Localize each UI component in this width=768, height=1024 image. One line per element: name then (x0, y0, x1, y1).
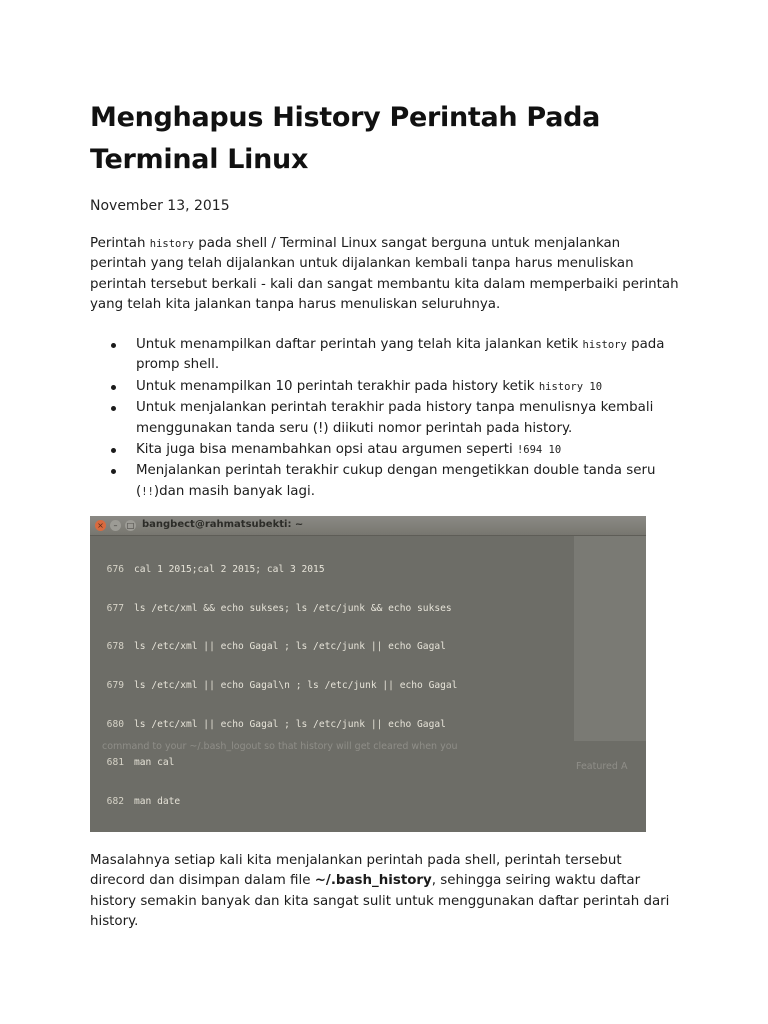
terminal-screenshot (90, 516, 646, 832)
page-title: Menghapus History Perintah Pada Terminal Linux (90, 102, 601, 175)
list-item-code: history 10 (538, 380, 603, 393)
list-item (136, 461, 680, 502)
list-item-text-after: pada promp shell. (136, 337, 665, 373)
outro-text-after: , sehingga seiring waktu daftar history semakin banyak dan kita sangat sulit untuk menggunakan daftar perintah dari history. (90, 873, 670, 930)
intro-text-after: pada shell / Terminal Linux sangat berguna untuk menjalankan perintah yang telah dijalankan untuk dijalankan kembali tanpa harus menuliskan perintah tersebut berkali - kali dan sangat membantu kita dalam memperbaiki perintah yang telah kita jalankan tanpa harus menuliskan seluruhnya. (90, 236, 679, 313)
history-command: ls /etc/xml && echo sukses; ls /etc/junk && echo sukses (134, 602, 452, 614)
list-item (136, 377, 680, 397)
history-command: man date (134, 796, 181, 808)
history-command: cal 1 2015;cal 2 2015; cal 3 2015 (134, 563, 325, 575)
intro-text-before: Perintah (90, 236, 150, 251)
bullet-icon (111, 448, 116, 453)
history-number: 677 (106, 602, 124, 614)
history-number: 676 (106, 563, 124, 575)
terminal-titlebar (90, 516, 646, 536)
list-item-code: history (582, 339, 627, 351)
history-command: ls /etc/xml || echo Gagal ; ls /etc/junk || echo Gagal (134, 641, 446, 653)
history-line (90, 719, 457, 732)
history-command: ls /etc/xml || echo Gagal\n ; ls /etc/junk || echo Gagal (134, 679, 458, 691)
history-number: 679 (106, 679, 124, 691)
list-item-text: Kita juga bisa menambahkan opsi atau argumen seperti (136, 442, 517, 458)
bullet-icon (111, 385, 116, 390)
minimize-icon[interactable]: – (110, 520, 121, 531)
list-item (136, 335, 680, 376)
close-icon[interactable]: × (95, 520, 106, 531)
history-line (90, 603, 457, 616)
list-item-text: Untuk menampilkan 10 perintah terakhir pada history ketik (136, 378, 539, 394)
history-number: 682 (106, 796, 124, 808)
list-item-text: Untuk menampilkan daftar perintah yang telah kita jalankan ketik (136, 337, 583, 352)
history-number: 681 (106, 757, 124, 769)
bullet-icon (111, 469, 116, 474)
tips-list (90, 335, 680, 503)
list-item (136, 398, 680, 439)
history-command: ls /etc/xml || echo Gagal ; ls /etc/junk || echo Gagal (134, 718, 446, 730)
list-item-text-after: )dan masih banyak lagi. (153, 483, 315, 499)
outro-paragraph (90, 851, 680, 933)
outro-text-before: Masalahnya setiap kali kita menjalankan perintah pada shell, perintah tersebut direcord dan disimpan dalam file (90, 853, 622, 889)
history-command: man cal (134, 757, 175, 769)
history-line (90, 680, 457, 693)
history-line (90, 564, 457, 577)
terminal-output (90, 538, 457, 832)
intro-paragraph (90, 234, 680, 316)
intro-code: history (149, 238, 195, 250)
background-panel (574, 535, 646, 741)
list-item (136, 440, 680, 460)
history-line (90, 757, 457, 770)
history-number: 678 (106, 641, 124, 653)
outro-filename: ~/.bash_history (314, 873, 432, 889)
ghost-text: Featured A (576, 761, 628, 772)
bullet-icon (111, 343, 116, 348)
history-number: 680 (106, 718, 124, 730)
history-line (90, 641, 457, 654)
list-item-text: Untuk menjalankan perintah terakhir pada history tanpa menulisnya kembali menggunakan tanda seru (!) diikuti nomor perintah pada history. (136, 400, 654, 436)
list-item-code: !694 10 (516, 444, 562, 457)
ghost-text: command to your ~/.bash_logout so that history will get cleared when you (102, 741, 458, 752)
terminal-title: bangbect@rahmatsubekti: ~ (142, 519, 304, 530)
history-line (90, 796, 457, 809)
maximize-icon[interactable]: □ (126, 521, 135, 530)
post-date: November 13, 2015 (90, 198, 230, 214)
bullet-icon (111, 406, 116, 411)
list-item-code: !! (141, 485, 154, 498)
list-item-text: Menjalankan perintah terakhir cukup dengan mengetikkan double tanda seru ( (136, 463, 656, 499)
